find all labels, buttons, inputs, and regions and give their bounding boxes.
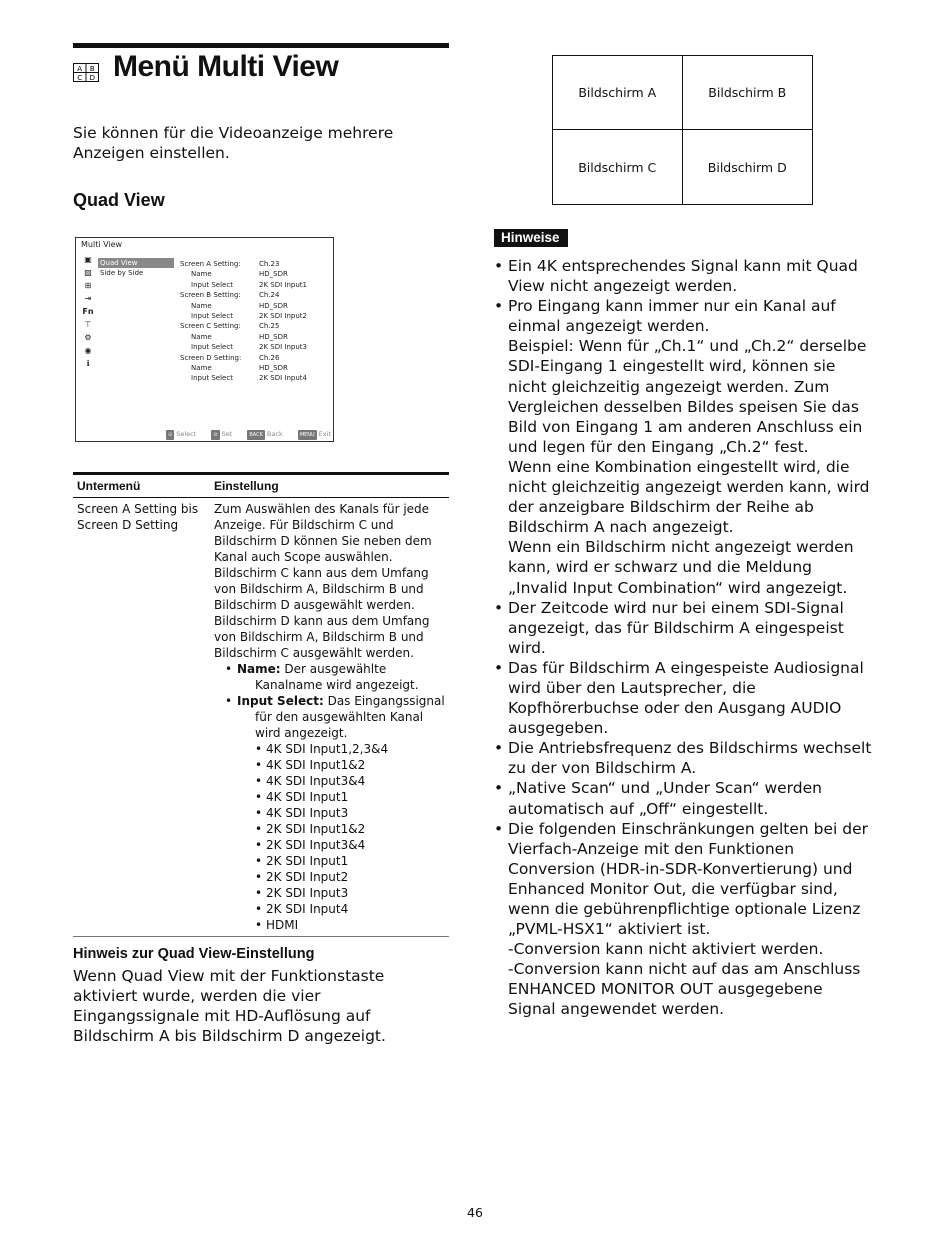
hint-back: BACK Back: [247, 429, 282, 440]
hint-exit: MENU Exit: [298, 429, 331, 440]
setting-value: HD_SDR: [259, 301, 288, 310]
setting-value: 2K SDI Input1: [259, 280, 307, 289]
screen-a-cell: Bildschirm A: [553, 56, 683, 130]
fn-icon: Fn: [82, 307, 94, 316]
note-line: Wenn ein Bildschirm nicht angezeigt werden kann, wird er schwarz und die Meldung „Invalid Input Combination“ wird angezeigt.: [508, 538, 854, 597]
image-icon: ▨: [84, 268, 92, 277]
tool-icon: ◉: [84, 346, 92, 355]
note-line: -Conversion kann nicht auf das am Anschluss ENHANCED MONITOR OUT ausgegebene Signal angewendet werden.: [508, 960, 861, 1019]
setting-label: Screen C Setting:: [180, 322, 241, 331]
input-option-item: • 2K SDI Input1&2: [255, 822, 366, 836]
row-setting: [210, 498, 449, 937]
setting-value: Ch.25: [259, 322, 280, 331]
quad-icon: ⊞: [84, 281, 92, 290]
note-line: • Das für Bildschirm A eingespeiste Audiosignal wird über den Lautsprecher, die Kopfhörerbuchse oder den Ausgang AUDIO ausgegeben.: [508, 658, 864, 738]
note-line: • Ein 4K entsprechendes Signal kann mit Quad View nicht angezeigt werden.: [508, 257, 858, 296]
table-header-setting: Einstellung: [210, 474, 449, 498]
icon-letter: B: [89, 65, 95, 73]
setting-value: 2K SDI Input2: [259, 312, 307, 321]
picture-icon: ▣: [84, 255, 92, 264]
setting-value: Ch.26: [259, 353, 280, 362]
setting-label: Name: [191, 270, 212, 279]
screen-d-cell: Bildschirm D: [707, 159, 787, 175]
setting-label: Input Select: [191, 280, 233, 289]
setting-label: Screen B Setting:: [180, 291, 241, 300]
note-item: [494, 256, 874, 296]
page-title: Menü Multi View: [113, 50, 339, 83]
section-heading: Quad View: [73, 190, 165, 210]
setting-value: HD_SDR: [259, 332, 288, 341]
icon-letter: C: [77, 74, 83, 82]
input-select-bullet: • Input Select: Das Eingangssignal für den ausgewählten Kanal wird angezeigt.: [225, 694, 445, 740]
icon-letter: A: [77, 65, 83, 73]
setting-label: Screen D Setting:: [180, 353, 242, 362]
table-row: [73, 498, 449, 937]
setting-description: Zum Auswählen des Kanals für jede Anzeige. Für Bildschirm C und Bildschirm D können Sie neben dem Kanal auch Scope auswählen. Bildschirm C kann aus dem Umfang von Bildschirm A, Bildschirm B und Bildschirm D ausgewählt werden. Bildschirm D kann aus dem Umfang von Bildschirm A, Bildschirm B und Bildschirm C ausgewählt werden.: [214, 502, 432, 660]
setting-label: Input Select: [191, 343, 233, 352]
table-header-submenu: Untermenü: [73, 474, 210, 498]
input-option-list: [214, 741, 445, 933]
quad-note-heading: Hinweis zur Quad View-Einstellung: [73, 946, 315, 962]
gear-icon: ⚙: [84, 333, 92, 342]
screen-b-cell: Bildschirm B: [683, 56, 813, 130]
menu-setting-values: [259, 259, 331, 384]
screen-layout-grid: [552, 55, 813, 205]
setting-value: Ch.23: [259, 260, 280, 268]
setting-value: 2K SDI Input3: [259, 343, 307, 352]
note-item: [494, 778, 874, 818]
info-icon: ℹ: [86, 359, 90, 368]
setting-label: Screen A Setting:: [180, 260, 241, 268]
setting-label: Input Select: [191, 312, 233, 321]
input-option-item: • 2K SDI Input3&4: [255, 838, 366, 852]
note-line: • Die folgenden Einschränkungen gelten bei der Vierfach-Anzeige mit den Funktionen Conversion (HDR-in-SDR-Konvertierung) und Enhanced Monitor Out, die verfügbar sind, wenn die gebührenpflichtige optionale Lizenz „PVML-HSX1“ aktiviert ist.: [508, 819, 868, 939]
note-line: • Pro Eingang kann immer nur ein Kanal auf einmal angezeigt werden.: [508, 297, 836, 336]
screen-c-cell: Bildschirm C: [553, 130, 683, 204]
note-line: Wenn eine Kombination eingestellt wird, die nicht gleichzeitig angezeigt werden kann, wird der anzeigbare Bildschirm der Reihe ab Bildschirm A nach angezeigt.: [508, 457, 870, 537]
input-option-item: • 2K SDI Input2: [255, 870, 349, 884]
setting-value: HD_SDR: [259, 270, 288, 279]
quad-view-icon: [73, 63, 99, 82]
setting-label: Name: [191, 301, 212, 310]
input-option-item: • 4K SDI Input1&2: [255, 758, 366, 772]
setting-label: Input Select: [191, 374, 233, 383]
settings-table: [73, 472, 449, 937]
input-icon: ⇥: [84, 294, 92, 303]
input-option-item: • 4K SDI Input1: [255, 790, 349, 804]
menu-title: Multi View: [81, 240, 123, 249]
multi-view-menu-screenshot: [75, 237, 334, 442]
menu-footer-hints: [166, 429, 331, 440]
note-line: • Der Zeitcode wird nur bei einem SDI-Signal angezeigt, das für Bildschirm A eingespeist wird.: [508, 598, 844, 657]
setting-value: 2K SDI Input4: [259, 374, 307, 383]
setting-value: HD_SDR: [259, 364, 288, 373]
input-option-item: • 2K SDI Input4: [255, 902, 349, 916]
menu-item-quad-view: Quad View: [98, 258, 174, 268]
icon-letter: D: [89, 74, 95, 82]
notes-list: [494, 256, 874, 1020]
input-option-item: • 4K SDI Input3: [255, 806, 349, 820]
setting-label: Name: [191, 364, 212, 373]
menu-setting-labels: [180, 259, 256, 384]
note-line: • Die Antriebsfrequenz des Bildschirms wechselt zu der von Bildschirm A.: [508, 739, 872, 778]
input-option-item: • 4K SDI Input1,2,3&4: [255, 742, 389, 756]
input-option-item: • 2K SDI Input3: [255, 886, 349, 900]
note-line: -Conversion kann nicht aktiviert werden.: [508, 940, 824, 959]
input-option-item: • 4K SDI Input3&4: [255, 774, 366, 788]
note-line: • „Native Scan“ und „Under Scan“ werden automatisch auf „Off“ eingestellt.: [508, 779, 822, 818]
note-item: [494, 296, 874, 597]
row-label: Screen A Setting bis Screen D Setting: [73, 498, 210, 937]
title-rule: [73, 43, 449, 48]
quad-note-text: Wenn Quad View mit der Funktionstaste aktiviert wurde, werden die vier Eingangssignale mit HD-Auflösung auf Bildschirm A bis Bildschirm D angezeigt.: [73, 967, 386, 1045]
notes-badge: Hinweise: [494, 229, 568, 247]
note-item: [494, 738, 874, 778]
menu-item-list: [98, 258, 174, 279]
note-line: Beispiel: Wenn für „Ch.1“ und „Ch.2“ derselbe SDI-Eingang 1 eingestellt wird, können sie nicht gleichzeitig angezeigt werden. Zum Vergleichen desselben Bildes speisen Sie das Bild von Eingang 1 am anderen Anschluss ein und legen für den Eingang „Ch.2“ fest.: [508, 337, 867, 456]
note-item: [494, 658, 874, 738]
intro-text: Sie können für die Videoanzeige mehrere Anzeigen einstellen.: [73, 124, 394, 162]
menu-item-side-by-side: Side by Side: [100, 269, 144, 278]
note-item: [494, 598, 874, 658]
display-icon: ⊤: [84, 320, 92, 329]
hint-select: ⊙ Select: [166, 429, 196, 440]
note-item: [494, 819, 874, 1020]
setting-value: Ch.24: [259, 291, 280, 300]
hint-set: ⊙ Set: [211, 429, 232, 440]
setting-label: Name: [191, 332, 212, 341]
menu-icon-column: [81, 255, 95, 372]
input-option-item: • HDMI: [255, 918, 299, 932]
page-number: 46: [467, 1205, 483, 1220]
input-option-item: • 2K SDI Input1: [255, 854, 349, 868]
name-bullet: • Name: Der ausgewählte Kanalname wird angezeigt.: [225, 662, 419, 692]
